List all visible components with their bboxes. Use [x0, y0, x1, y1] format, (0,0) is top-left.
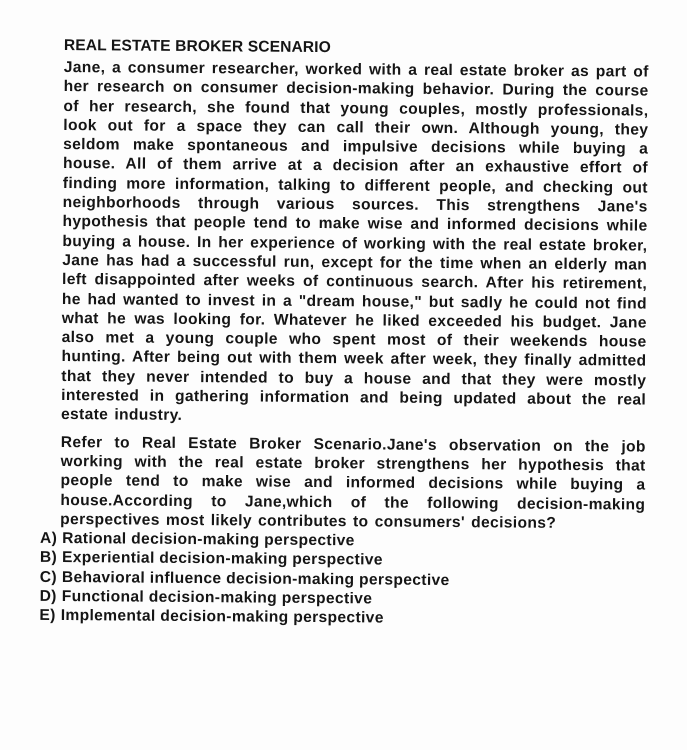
question-text: Refer to Real Estate Broker Scenario.Jane's observation on the job working with the real estate broker strengthens her hypothesis that people tend to make wise and informed decisions while buying a house.According to Jane,which of the following decision-making perspectives most likely contributes to consumers' decisions?: [60, 433, 646, 532]
option-letter: E): [39, 607, 56, 625]
option-letter: D): [39, 587, 57, 605]
scenario-body: Jane, a consumer researcher, worked with a real estate broker as part of her research on consumer decision-making behavior. During the course of her research, she found that young couples, mostly professionals, look out for a space they can call their own. Although young, they seldom make spontaneous and impulsive decisions while buying a house. All of them arrive at a decision after an exhaustive effort of finding more information, talking to different people, and checking out neighborhoods through various sources. This strengthens Jane's hypothesis that people tend to make wise and informed decisions while buying a house. In her experience of working with the real estate broker, Jane has had a successful run, except for the time when an elderly man left disappointed after weeks of continuous search. After his retirement, he had wanted to invest in a "dream house," but sadly he could not find what he was looking for. Whatever he liked exceeded his budget. Jane also met a young couple who spent most of their weekends house hunting. After being out with them week after week, they finally admitted that they never intended to buy a house and that they were mostly interested in gathering information and being updated about the real estate industry.: [60, 58, 649, 425]
answer-options: [39, 529, 645, 630]
option-text: Implemental decision-making perspective: [60, 607, 384, 627]
option-letter: C): [39, 568, 57, 586]
option-text: Experiential decision-making perspective: [61, 549, 383, 569]
scenario-title: REAL ESTATE BROKER SCENARIO: [63, 36, 331, 57]
option-e: [39, 606, 644, 630]
option-text: Functional decision-making perspective: [61, 588, 373, 608]
question-content: [39, 36, 649, 630]
option-letter: B): [39, 549, 58, 567]
option-text: Rational decision-making perspective: [62, 530, 355, 550]
option-letter: A): [39, 529, 58, 548]
option-text: Behavioral influence decision-making perspective: [61, 568, 450, 589]
